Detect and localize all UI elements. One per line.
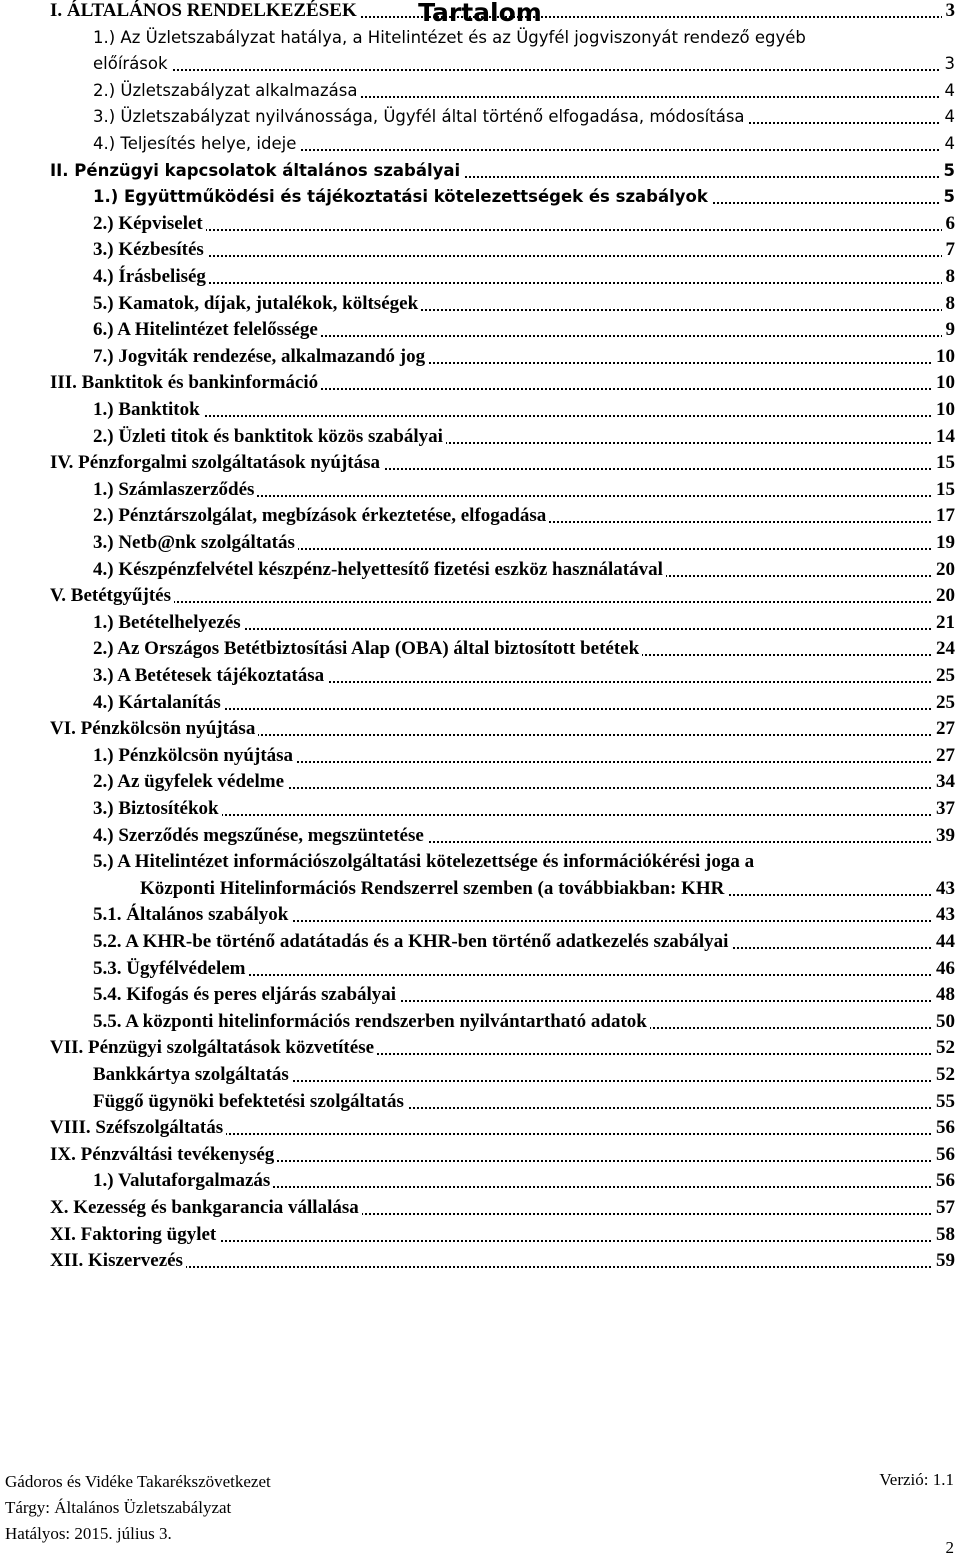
toc-entry[interactable] (93, 1011, 955, 1033)
toc-entry-label: XII. Kiszervezés (50, 1250, 186, 1271)
toc-entry[interactable] (50, 1224, 955, 1246)
toc-entry[interactable] (50, 1144, 955, 1166)
toc-entry[interactable] (93, 106, 955, 128)
dot-leader (93, 814, 955, 816)
toc-entry-label: 5.4. Kifogás és peres eljárás szabályai (93, 984, 399, 1005)
footer-organization: Gádoros és Vidéke Takarékszövetkezet (5, 1472, 271, 1491)
toc-page-number: 27 (932, 718, 955, 740)
toc-page-number: 56 (932, 1144, 955, 1166)
toc-page-number: 59 (932, 1250, 955, 1272)
toc-entry[interactable] (50, 0, 955, 22)
toc-page-number: 4 (941, 106, 956, 128)
toc-entry[interactable] (93, 958, 955, 980)
toc-entry[interactable] (50, 1037, 955, 1059)
toc-entry-label: 5.3. Ügyfélvédelem (93, 958, 248, 979)
toc-entry[interactable] (93, 505, 955, 527)
toc-page-number: 57 (932, 1197, 955, 1219)
footer-effective-date: Hatályos: 2015. július 3. (5, 1524, 172, 1543)
toc-entry-label: II. Pénzügyi kapcsolatok általános szabályai (50, 161, 463, 180)
toc-page-number: 8 (942, 293, 956, 315)
toc-entry-label-cont: előírások (93, 54, 171, 73)
footer-version: Verzió: 1.1 (879, 1470, 954, 1489)
toc-entry-label: 5.2. A KHR-be történő adatátadás és a KHR-ben történő adatkezelés szabályai (93, 931, 731, 952)
toc-entry-label: 3.) A Betétesek tájékoztatása (93, 665, 327, 686)
toc-entry[interactable] (93, 1091, 955, 1113)
toc-page-number: 10 (932, 346, 955, 368)
dot-leader (93, 282, 955, 284)
toc-page-number: 4 (941, 80, 956, 102)
toc-page-number: 10 (932, 372, 955, 394)
toc-page-number: 27 (932, 745, 955, 767)
toc-page-number: 6 (942, 213, 956, 235)
toc-entry[interactable] (93, 931, 955, 953)
toc-page-number: 55 (932, 1091, 955, 1113)
toc-entry-label: 1.) Banktitok (93, 399, 203, 420)
toc-entry-label: 1.) Betételhelyezés (93, 612, 244, 633)
toc-entry-label: 2.) Pénztárszolgálat, megbízások érkeztetése, elfogadása (93, 505, 549, 526)
toc-entry-label: 3.) Kézbesítés (93, 239, 207, 260)
toc-entry-label: XI. Faktoring ügylet (50, 1224, 219, 1245)
toc-page-number: 4 (941, 133, 956, 155)
toc-page-number: 44 (932, 931, 955, 953)
toc-entry-label: 4.) Írásbeliség (93, 266, 209, 287)
toc-page-number: 14 (932, 426, 955, 448)
dot-leader (93, 415, 955, 417)
toc-entry-label-cont: Központi Hitelinformációs Rendszerrel szemben (a továbbiakban: KHR (140, 878, 727, 899)
toc-entry-label: X. Kezesség és bankgarancia vállalása (50, 1197, 362, 1218)
toc-page-number: 3 (942, 0, 956, 22)
toc-page-number: 5 (940, 160, 955, 182)
toc-entry-label: 5.) Kamatok, díjak, jutalékok, költségek (93, 293, 421, 314)
toc-page-number: 15 (932, 452, 955, 474)
toc-entry-label: 5.1. Általános szabályok (93, 904, 291, 925)
toc-title: Tartalom (418, 0, 542, 27)
toc-page-number: 15 (932, 479, 955, 501)
toc-entry-label: 2.) Az ügyfelek védelme (93, 771, 287, 792)
toc-page-number: 43 (932, 878, 955, 900)
toc-entry-label: 4.) Kártalanítás (93, 692, 224, 713)
toc-entry-label: VIII. Széfszolgáltatás (50, 1117, 226, 1138)
toc-page-number: 34 (932, 771, 955, 793)
toc-page-number: 24 (932, 638, 955, 660)
dot-leader (93, 69, 955, 71)
toc-page-number: 25 (932, 665, 955, 687)
toc-page-number: 46 (932, 958, 955, 980)
footer-subject: Tárgy: Általános Üzletszabályzat (5, 1498, 232, 1517)
toc-entry-label: Bankkártya szolgáltatás (93, 1064, 292, 1085)
toc-entry-label: 1.) Pénzkölcsön nyújtása (93, 745, 296, 766)
toc-entry[interactable] (93, 479, 955, 501)
dot-leader (50, 601, 955, 603)
toc-entry-label: 2.) Üzletszabályzat alkalmazása (93, 81, 360, 100)
toc-entry-label: 4.) Készpénzfelvétel készpénz-helyettesítő fizetési eszköz használatával (93, 559, 666, 580)
toc-entry[interactable] (93, 80, 955, 102)
toc-page-number: 20 (932, 559, 955, 581)
toc-entry[interactable] (93, 665, 955, 687)
toc-entry[interactable] (50, 160, 955, 182)
toc-entry-label: 4.) Szerződés megszűnése, megszüntetése (93, 825, 427, 846)
toc-entry[interactable] (50, 452, 955, 474)
toc-page-number: 58 (932, 1224, 955, 1246)
toc-entry-label: IV. Pénzforgalmi szolgáltatások nyújtása (50, 452, 383, 473)
toc-entry[interactable] (140, 878, 955, 900)
toc-entry[interactable] (93, 133, 955, 155)
toc-entry[interactable] (93, 1064, 955, 1086)
toc-page-number: 39 (932, 825, 955, 847)
toc-entry-label: 5.) A Hitelintézet információszolgáltatási kötelezettsége és információkérési joga a (93, 851, 755, 873)
toc-entry[interactable] (93, 692, 955, 714)
toc-entry[interactable] (93, 346, 955, 368)
toc-entry-label: I. ÁLTALÁNOS RENDELKEZÉSEK (50, 0, 360, 21)
toc-entry[interactable] (93, 771, 955, 793)
toc-entry[interactable] (93, 53, 955, 75)
toc-entry[interactable] (93, 559, 955, 581)
footer-page-number: 2 (945, 1538, 954, 1557)
toc-page-number: 10 (932, 399, 955, 421)
toc-entry-label: 2.) Üzleti titok és banktitok közös szabályai (93, 426, 446, 447)
toc-page-number: 37 (932, 798, 955, 820)
toc-page-number: 25 (932, 692, 955, 714)
toc-entry[interactable] (50, 718, 955, 740)
toc-entry[interactable] (93, 638, 955, 660)
toc-entry[interactable] (93, 532, 955, 554)
toc-entry-label: 3.) Üzletszabályzat nyilvánossága, Ügyfél által történő elfogadása, módosítása (93, 107, 748, 126)
toc-page-number: 56 (932, 1117, 955, 1139)
toc-page-number: 43 (932, 904, 955, 926)
toc-entry-label: 5.5. A központi hitelinformációs rendszerben nyilvántartható adatok (93, 1011, 650, 1032)
toc-page-number: 56 (932, 1170, 955, 1192)
toc-entry[interactable] (93, 266, 955, 288)
toc-entry[interactable] (93, 798, 955, 820)
toc-entry-label: IX. Pénzváltási tevékenység (50, 1144, 277, 1165)
toc-page-number: 52 (932, 1037, 955, 1059)
toc-entry[interactable] (93, 1170, 955, 1192)
toc-page-number: 21 (932, 612, 955, 634)
toc-page-number: 50 (932, 1011, 955, 1033)
toc-entry[interactable] (93, 213, 955, 235)
toc-page-number: 5 (940, 186, 955, 208)
toc-entry-label: 7.) Jogviták rendezése, alkalmazandó jog (93, 346, 428, 367)
toc-entry[interactable] (93, 426, 955, 448)
toc-entry[interactable] (50, 372, 955, 394)
toc-entry[interactable] (93, 745, 955, 767)
toc-entry[interactable] (93, 293, 955, 315)
toc-entry[interactable] (93, 984, 955, 1006)
toc-page-number: 8 (942, 266, 956, 288)
toc-entry-label: 1.) Az Üzletszabályzat hatálya, a Hitelintézet és az Ügyfél jogviszonyát rendező egyéb (93, 27, 806, 47)
toc-entry[interactable] (93, 239, 955, 261)
toc-page-number: 9 (942, 319, 956, 341)
dot-leader (93, 229, 955, 231)
toc-entry-label: 4.) Teljesítés helye, ideje (93, 134, 299, 153)
toc-page-number: 3 (941, 53, 956, 75)
toc-page-number: 19 (932, 532, 955, 554)
toc-entry-label: Függő ügynöki befektetési szolgáltatás (93, 1091, 407, 1112)
dot-leader (93, 255, 955, 257)
toc-entry[interactable] (93, 612, 955, 634)
toc-page-number: 7 (942, 239, 956, 261)
toc-entry-label: 2.) Képviselet (93, 213, 206, 234)
toc-page-number: 48 (932, 984, 955, 1006)
toc-entry-label: 3.) Biztosítékok (93, 798, 222, 819)
toc-entry-label: 1.) Együttműködési és tájékoztatási kötelezettségek és szabályok (93, 187, 711, 206)
toc-entry-label: VII. Pénzügyi szolgáltatások közvetítése (50, 1037, 377, 1058)
toc-entry[interactable] (93, 319, 955, 341)
toc-entry-label: 6.) A Hitelintézet felelőssége (93, 319, 321, 340)
toc-entry-label: 1.) Számlaszerződés (93, 479, 257, 500)
toc-page-number: 20 (932, 585, 955, 607)
toc-entry-label: III. Banktitok és bankinformáció (50, 372, 321, 393)
toc-entry-label: VI. Pénzkölcsön nyújtása (50, 718, 258, 739)
toc-entry-label: 3.) Netb@nk szolgáltatás (93, 532, 298, 553)
toc-entry-label: V. Betétgyűjtés (50, 585, 174, 606)
toc-entry[interactable] (50, 585, 955, 607)
toc-page-number: 17 (932, 505, 955, 527)
toc-entry[interactable] (50, 1197, 955, 1219)
toc-entry[interactable] (93, 186, 955, 208)
toc-entry-label: 1.) Valutaforgalmazás (93, 1170, 273, 1191)
toc-entry[interactable] (93, 904, 955, 926)
toc-entry-label: 2.) Az Országos Betétbiztosítási Alap (OBA) által biztosított betétek (93, 638, 642, 659)
toc-entry[interactable] (93, 399, 955, 421)
toc-entry[interactable] (50, 1117, 955, 1139)
toc-page-number: 52 (932, 1064, 955, 1086)
toc-entry[interactable] (93, 825, 955, 847)
toc-entry[interactable] (50, 1250, 955, 1272)
